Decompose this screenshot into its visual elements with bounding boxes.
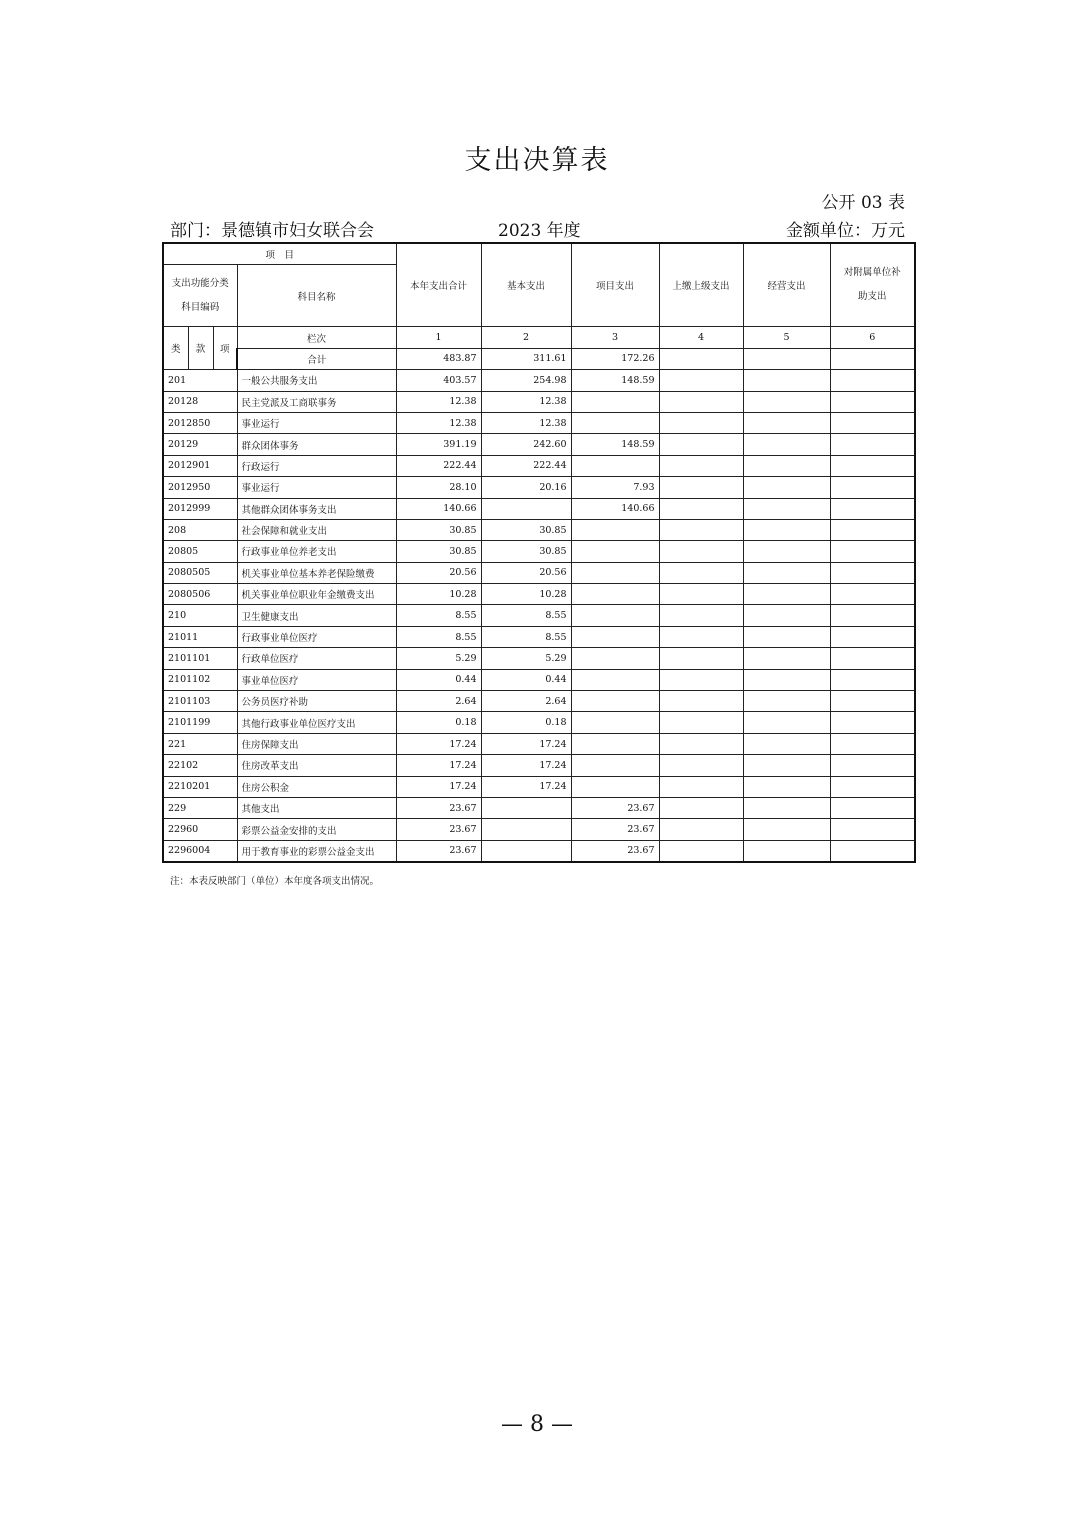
row-c6	[830, 562, 915, 583]
table-row	[163, 370, 915, 391]
row-c6	[830, 776, 915, 797]
total-c2: 311.61	[481, 348, 571, 369]
table-row	[163, 648, 915, 669]
row-c4	[659, 519, 743, 540]
row-subject-name: 其他支出	[237, 797, 396, 818]
row-c1: 23.67	[396, 840, 481, 862]
row-c1: 20.56	[396, 562, 481, 583]
row-c2: 17.24	[481, 776, 571, 797]
row-code: 201	[163, 370, 237, 391]
row-c4	[659, 391, 743, 412]
row-code: 2012901	[163, 455, 237, 476]
row-c3	[571, 648, 659, 669]
row-c6	[830, 840, 915, 862]
row-c6	[830, 755, 915, 776]
row-c6	[830, 434, 915, 455]
table-row	[163, 605, 915, 626]
row-c6	[830, 541, 915, 562]
total-c5	[743, 348, 830, 369]
row-code: 2296004	[163, 840, 237, 862]
row-c4	[659, 562, 743, 583]
table-row	[163, 541, 915, 562]
row-c4	[659, 755, 743, 776]
row-c2	[481, 797, 571, 818]
col-num-4: 4	[659, 327, 743, 348]
table-row	[163, 691, 915, 712]
row-code: 2101199	[163, 712, 237, 733]
total-label: 合计	[237, 348, 396, 369]
row-c4	[659, 797, 743, 818]
row-c3	[571, 541, 659, 562]
row-code: 229	[163, 797, 237, 818]
table-row	[163, 712, 915, 733]
row-code: 2080506	[163, 584, 237, 605]
row-code: 2101102	[163, 669, 237, 690]
col-num-3: 3	[571, 327, 659, 348]
header-row-col-index	[163, 327, 915, 348]
row-c2: 0.44	[481, 669, 571, 690]
row-c2: 17.24	[481, 755, 571, 776]
row-c2: 17.24	[481, 733, 571, 754]
row-c5	[743, 648, 830, 669]
table-row	[163, 584, 915, 605]
header-col-6-line2: 助支出	[858, 291, 887, 303]
row-subject-name: 事业运行	[237, 412, 396, 433]
row-c5	[743, 562, 830, 583]
row-subject-name: 卫生健康支出	[237, 605, 396, 626]
row-subject-name: 公务员医疗补助	[237, 691, 396, 712]
row-code: 2101101	[163, 648, 237, 669]
row-c1: 0.18	[396, 712, 481, 733]
row-c1: 17.24	[396, 733, 481, 754]
row-c3	[571, 669, 659, 690]
row-subject-name: 事业运行	[237, 477, 396, 498]
row-c1: 17.24	[396, 776, 481, 797]
row-c3	[571, 691, 659, 712]
header-col-5: 经营支出	[743, 243, 830, 327]
row-c6	[830, 691, 915, 712]
table-row	[163, 819, 915, 840]
row-c5	[743, 669, 830, 690]
row-c3	[571, 519, 659, 540]
row-c5	[743, 712, 830, 733]
row-c3: 148.59	[571, 370, 659, 391]
table-row	[163, 776, 915, 797]
row-c5	[743, 797, 830, 818]
row-c4	[659, 477, 743, 498]
row-c2: 8.55	[481, 605, 571, 626]
row-c6	[830, 370, 915, 391]
header-col-6-line1: 对附属单位补	[843, 267, 901, 279]
row-subject-name: 其他行政事业单位医疗支出	[237, 712, 396, 733]
row-c4	[659, 412, 743, 433]
row-c4	[659, 605, 743, 626]
row-c1: 12.38	[396, 391, 481, 412]
row-code: 2210201	[163, 776, 237, 797]
table-row	[163, 755, 915, 776]
row-c2: 0.18	[481, 712, 571, 733]
row-c1: 12.38	[396, 412, 481, 433]
row-subject-name: 住房公积金	[237, 776, 396, 797]
table-note: 注：本表反映部门（单位）本年度各项支出情况。	[170, 876, 380, 887]
row-c1: 2.64	[396, 691, 481, 712]
row-code: 221	[163, 733, 237, 754]
row-c4	[659, 819, 743, 840]
table-row	[163, 455, 915, 476]
row-c6	[830, 797, 915, 818]
table-row	[163, 733, 915, 754]
header-col-6	[830, 243, 915, 327]
row-c6	[830, 455, 915, 476]
row-c2: 20.16	[481, 477, 571, 498]
row-c5	[743, 498, 830, 519]
row-code: 210	[163, 605, 237, 626]
table-row	[163, 434, 915, 455]
row-c2: 5.29	[481, 648, 571, 669]
row-c5	[743, 519, 830, 540]
row-c3: 7.93	[571, 477, 659, 498]
row-c1: 403.57	[396, 370, 481, 391]
row-c6	[830, 605, 915, 626]
col-num-6: 6	[830, 327, 915, 348]
header-col-2: 基本支出	[481, 243, 571, 327]
row-subject-name: 行政事业单位医疗	[237, 626, 396, 647]
row-c1: 222.44	[396, 455, 481, 476]
row-code: 21011	[163, 626, 237, 647]
row-c4	[659, 776, 743, 797]
header-xiang: 项	[213, 327, 237, 370]
col-num-2: 2	[481, 327, 571, 348]
table-row	[163, 412, 915, 433]
row-c6	[830, 626, 915, 647]
row-code: 20129	[163, 434, 237, 455]
row-c6	[830, 391, 915, 412]
row-c6	[830, 648, 915, 669]
expenditure-table	[162, 242, 916, 863]
row-c1: 140.66	[396, 498, 481, 519]
row-c4	[659, 455, 743, 476]
row-c1: 23.67	[396, 819, 481, 840]
row-c5	[743, 584, 830, 605]
row-subject-name: 行政事业单位养老支出	[237, 541, 396, 562]
row-c1: 8.55	[396, 626, 481, 647]
row-c3: 148.59	[571, 434, 659, 455]
row-c6	[830, 477, 915, 498]
row-c4	[659, 669, 743, 690]
row-c5	[743, 370, 830, 391]
row-c3	[571, 755, 659, 776]
col-num-5: 5	[743, 327, 830, 348]
row-subject-name: 住房改革支出	[237, 755, 396, 776]
row-c3	[571, 391, 659, 412]
data-rows	[163, 370, 915, 862]
row-c2: 222.44	[481, 455, 571, 476]
header-col-4: 上缴上级支出	[659, 243, 743, 327]
row-c5	[743, 455, 830, 476]
row-code: 2101103	[163, 691, 237, 712]
row-subject-name: 机关事业单位基本养老保险缴费	[237, 562, 396, 583]
row-subject-name: 事业单位医疗	[237, 669, 396, 690]
table-row	[163, 669, 915, 690]
header-col-index-label: 栏次	[237, 327, 396, 348]
row-c1: 30.85	[396, 519, 481, 540]
row-c6	[830, 412, 915, 433]
row-c3	[571, 733, 659, 754]
row-c3	[571, 605, 659, 626]
row-code: 208	[163, 519, 237, 540]
row-code: 20128	[163, 391, 237, 412]
row-c2: 254.98	[481, 370, 571, 391]
row-c1: 30.85	[396, 541, 481, 562]
row-c3	[571, 776, 659, 797]
row-c3	[571, 562, 659, 583]
row-c2: 30.85	[481, 541, 571, 562]
row-c4	[659, 712, 743, 733]
row-c4	[659, 584, 743, 605]
row-c2: 10.28	[481, 584, 571, 605]
total-row	[163, 348, 915, 369]
row-c5	[743, 755, 830, 776]
total-c6	[830, 348, 915, 369]
row-c5	[743, 626, 830, 647]
row-code: 2012999	[163, 498, 237, 519]
row-c4	[659, 370, 743, 391]
total-c1: 483.87	[396, 348, 481, 369]
table-row	[163, 626, 915, 647]
table-row	[163, 562, 915, 583]
row-c5	[743, 733, 830, 754]
table-row	[163, 391, 915, 412]
row-c3: 23.67	[571, 819, 659, 840]
row-c2	[481, 819, 571, 840]
row-c2: 242.60	[481, 434, 571, 455]
row-c1: 10.28	[396, 584, 481, 605]
row-c5	[743, 391, 830, 412]
row-subject-name: 行政单位医疗	[237, 648, 396, 669]
table-row	[163, 840, 915, 862]
row-subject-name: 住房保障支出	[237, 733, 396, 754]
row-c1: 17.24	[396, 755, 481, 776]
table-row	[163, 477, 915, 498]
row-c5	[743, 541, 830, 562]
table-row	[163, 519, 915, 540]
row-c2: 2.64	[481, 691, 571, 712]
row-subject-name: 机关事业单位职业年金缴费支出	[237, 584, 396, 605]
row-code: 22102	[163, 755, 237, 776]
row-subject-name: 一般公共服务支出	[237, 370, 396, 391]
department-label: 部门：景德镇市妇女联合会	[170, 221, 374, 241]
total-c4	[659, 348, 743, 369]
row-c2: 12.38	[481, 391, 571, 412]
row-code: 2080505	[163, 562, 237, 583]
row-c5	[743, 819, 830, 840]
header-func-code-line2: 科目编码	[181, 301, 220, 313]
header-kuan: 款	[188, 327, 213, 370]
total-c3: 172.26	[571, 348, 659, 369]
row-subject-name: 民主党派及工商联事务	[237, 391, 396, 412]
row-c6	[830, 584, 915, 605]
row-c1: 8.55	[396, 605, 481, 626]
row-c2: 8.55	[481, 626, 571, 647]
header-func-code	[163, 265, 237, 327]
row-c4	[659, 434, 743, 455]
row-c6	[830, 519, 915, 540]
row-c1: 391.19	[396, 434, 481, 455]
row-c6	[830, 669, 915, 690]
row-c5	[743, 412, 830, 433]
row-c1: 28.10	[396, 477, 481, 498]
row-c3	[571, 412, 659, 433]
row-c6	[830, 712, 915, 733]
row-c5	[743, 605, 830, 626]
row-subject-name: 行政运行	[237, 455, 396, 476]
row-c4	[659, 691, 743, 712]
col-num-1: 1	[396, 327, 481, 348]
row-c3	[571, 455, 659, 476]
row-subject-name: 彩票公益金安排的支出	[237, 819, 396, 840]
row-c5	[743, 840, 830, 862]
row-c2	[481, 498, 571, 519]
row-c1: 23.67	[396, 797, 481, 818]
row-c3: 23.67	[571, 797, 659, 818]
row-code: 2012850	[163, 412, 237, 433]
row-c5	[743, 477, 830, 498]
row-c4	[659, 648, 743, 669]
row-c2: 12.38	[481, 412, 571, 433]
header-project: 项 目	[163, 243, 396, 265]
row-c5	[743, 691, 830, 712]
row-c1: 0.44	[396, 669, 481, 690]
row-code: 22960	[163, 819, 237, 840]
row-c2: 20.56	[481, 562, 571, 583]
row-c6	[830, 498, 915, 519]
table-row	[163, 797, 915, 818]
row-c4	[659, 498, 743, 519]
row-c5	[743, 776, 830, 797]
row-c3	[571, 712, 659, 733]
row-code: 2012950	[163, 477, 237, 498]
row-c3	[571, 584, 659, 605]
header-subject-name: 科目名称	[237, 265, 396, 327]
row-c4	[659, 733, 743, 754]
header-col-1: 本年支出合计	[396, 243, 481, 327]
page-title: 支出决算表	[464, 145, 610, 176]
header-lei: 类	[163, 327, 188, 370]
row-subject-name: 社会保障和就业支出	[237, 519, 396, 540]
header-row-project	[163, 243, 915, 265]
page-number: — 8 —	[501, 1412, 573, 1437]
row-subject-name: 群众团体事务	[237, 434, 396, 455]
row-c2	[481, 840, 571, 862]
row-c6	[830, 733, 915, 754]
header-col-3: 项目支出	[571, 243, 659, 327]
fiscal-year-label: 2023 年度	[498, 221, 581, 241]
row-c3: 140.66	[571, 498, 659, 519]
row-c2: 30.85	[481, 519, 571, 540]
row-subject-name: 用于教育事业的彩票公益金支出	[237, 840, 396, 862]
table-row	[163, 498, 915, 519]
row-c4	[659, 840, 743, 862]
header-func-code-line1: 支出功能分类	[171, 277, 229, 289]
row-c4	[659, 626, 743, 647]
row-c4	[659, 541, 743, 562]
row-subject-name: 其他群众团体事务支出	[237, 498, 396, 519]
amount-unit-label: 金额单位：万元	[786, 221, 905, 241]
form-number: 公开 03 表	[821, 193, 905, 213]
row-c3	[571, 626, 659, 647]
row-c3: 23.67	[571, 840, 659, 862]
row-c5	[743, 434, 830, 455]
row-c6	[830, 819, 915, 840]
row-c1: 5.29	[396, 648, 481, 669]
row-code: 20805	[163, 541, 237, 562]
